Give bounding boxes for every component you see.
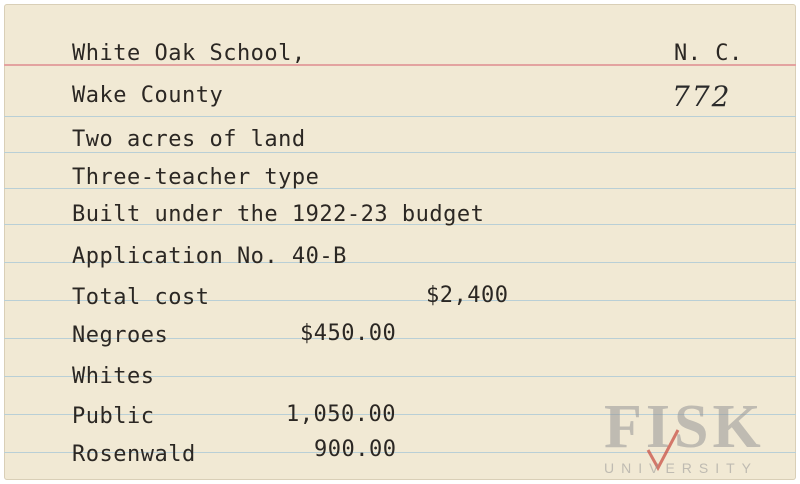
index-card — [4, 4, 796, 480]
application-line: Application No. 40-B — [72, 244, 347, 269]
card-number: 772 — [672, 80, 732, 113]
whites-label: Whites — [72, 364, 155, 389]
type-line: Three-teacher type — [72, 165, 320, 190]
negroes-value: $450.00 — [300, 321, 397, 346]
budget-line: Built under the 1922-23 budget — [72, 202, 485, 227]
land-line: Two acres of land — [72, 127, 306, 152]
ruled-line — [4, 152, 796, 153]
public-value: 1,050.00 — [286, 402, 396, 427]
rosenwald-label: Rosenwald — [72, 442, 196, 467]
fisk-logo: FISK — [604, 393, 765, 461]
fisk-logo-subtitle: UNIVERSITY — [604, 460, 759, 476]
total-cost-label: Total cost — [72, 285, 210, 310]
negroes-label: Negroes — [72, 323, 169, 348]
state-abbrev: N. C. — [674, 41, 743, 66]
school-name: White Oak School, — [72, 41, 306, 66]
county-name: Wake County — [72, 83, 224, 108]
total-cost-value: $2,400 — [426, 283, 509, 308]
rosenwald-value: 900.00 — [314, 437, 397, 462]
public-label: Public — [72, 404, 155, 429]
ruled-line — [4, 116, 796, 117]
